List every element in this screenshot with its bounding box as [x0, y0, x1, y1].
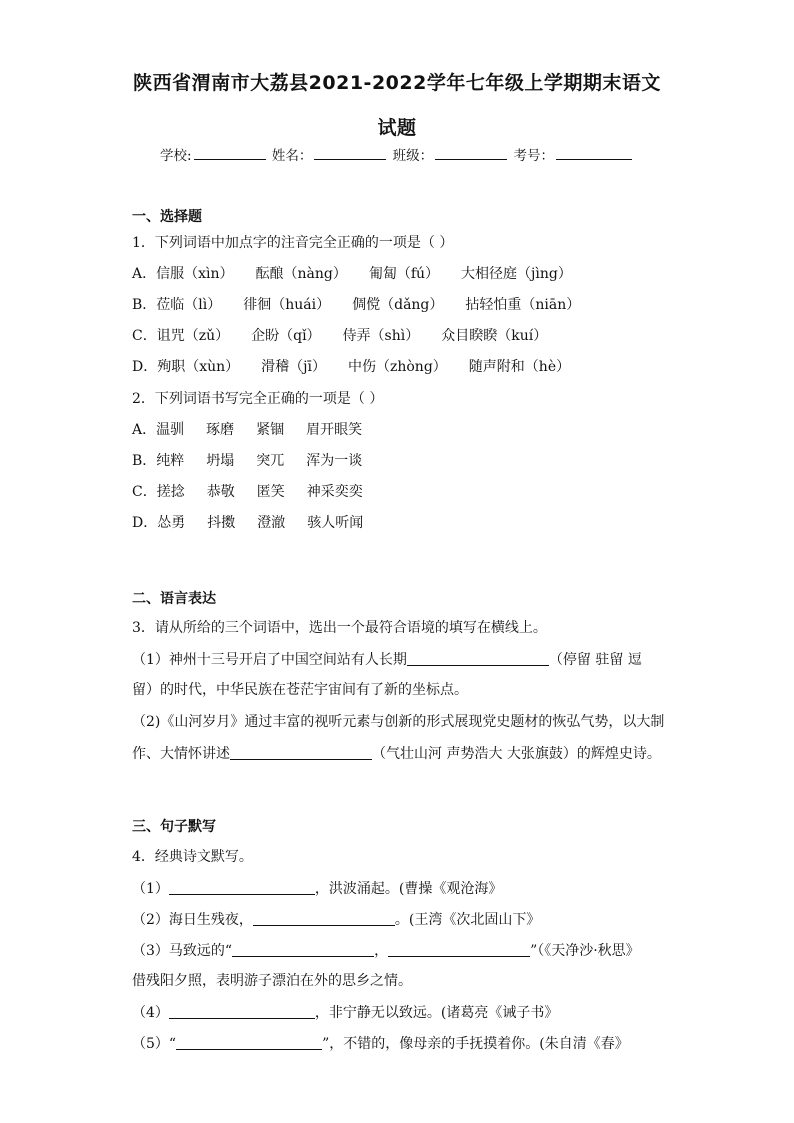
- exam-no-label: 考号：: [513, 148, 554, 164]
- question-stem: 4．经典诗文默写。: [132, 849, 253, 865]
- recite-line-2: （2）海日生残夜， 。(王湾《次北固山下》: [132, 912, 541, 928]
- question-stem: 1．下列词语中加点字的注音完全正确的一项是（ ）: [132, 235, 454, 251]
- option-c[interactable]: C．诅咒（zǔ） 企盼（qǐ） 侍弄（shì） 众目睽睽（kuí）: [132, 328, 548, 344]
- option-d[interactable]: D．怂勇 抖擞 澄澈 骇人听闻: [132, 515, 364, 531]
- answer-blank[interactable]: [388, 941, 530, 957]
- school-field[interactable]: [194, 145, 266, 160]
- q3-part1-line2: 留）的时代，中华民族在苍茫宇宙间有了新的坐标点。: [132, 682, 468, 698]
- answer-blank[interactable]: [407, 650, 549, 666]
- recite-line-3: （3）马致远的“ ， ”（《天净沙·秋思》: [132, 943, 640, 959]
- option-c[interactable]: C．搓捻 恭敬 匿笑 神采奕奕: [132, 484, 363, 500]
- class-field[interactable]: [435, 145, 507, 160]
- option-a[interactable]: A．温驯 琢磨 紧锢 眉开眼笑: [132, 422, 363, 438]
- answer-blank[interactable]: [169, 879, 315, 895]
- option-d[interactable]: D．殉职（xùn） 滑稽（jī） 中伤（zhòng） 随声附和（hè）: [132, 359, 571, 375]
- answer-blank[interactable]: [253, 910, 395, 926]
- answer-blank[interactable]: [232, 941, 374, 957]
- q3-part2-line2: 作、大情怀讲述 （气壮山河 声势浩大 大张旗鼓）的辉煌史诗。: [132, 746, 661, 762]
- title-line-2: 试题: [377, 117, 417, 139]
- student-info-row: [160, 144, 680, 164]
- recite-line-4: （4） ，非宁静无以致远。(诸葛亮《诫子书》: [132, 1005, 559, 1021]
- q3-part2-line1: （2)《山河岁月》通过丰富的视听元素与创新的形式展现党史题材的恢弘气势，以大制: [132, 714, 665, 730]
- section-heading: 二、语言表达: [132, 591, 216, 607]
- name-label: 姓名：: [271, 148, 313, 164]
- option-b[interactable]: B．莅临（lì） 徘徊（huái） 倜傥（dǎng） 拈轻怕重（niān）: [132, 297, 581, 313]
- school-label: 学校:: [160, 148, 192, 164]
- question-stem: 2．下列词语书写完全正确的一项是（ ）: [132, 391, 384, 407]
- recite-line-1: （1） ，洪波涌起。(曹操《观沧海》: [132, 881, 503, 897]
- title-line-1: 陕西省渭南市大荔县2021-2022学年七年级上学期期末语文: [133, 72, 661, 94]
- option-b[interactable]: B．纯粹 坍塌 突兀 浑为一谈: [132, 453, 363, 469]
- answer-blank[interactable]: [169, 1003, 315, 1019]
- question-stem: 3．请从所给的三个词语中，选出一个最符合语境的填写在横线上。: [132, 620, 547, 636]
- section-heading: 一、选择题: [132, 209, 202, 225]
- answer-blank[interactable]: [176, 1034, 322, 1050]
- recite-line-3-cont: 借残阳夕照，表明游子漂泊在外的思乡之情。: [132, 973, 412, 989]
- q3-part1-line1: （1）神州十三号开启了中国空间站有人长期 （停留 驻留 逗: [132, 652, 642, 668]
- recite-line-5: （5）“ ”，不错的，像母亲的手抚摸着你。(朱自清《春》: [132, 1036, 629, 1052]
- name-field[interactable]: [314, 145, 386, 160]
- section-heading: 三、句子默写: [132, 819, 216, 835]
- class-label: 班级：: [392, 148, 434, 164]
- exam-no-field[interactable]: [556, 145, 632, 160]
- answer-blank[interactable]: [230, 744, 372, 760]
- option-a[interactable]: A．信服（xìn） 酝酿（nàng） 匍匐（fú） 大相径庭（jìng）: [132, 266, 572, 282]
